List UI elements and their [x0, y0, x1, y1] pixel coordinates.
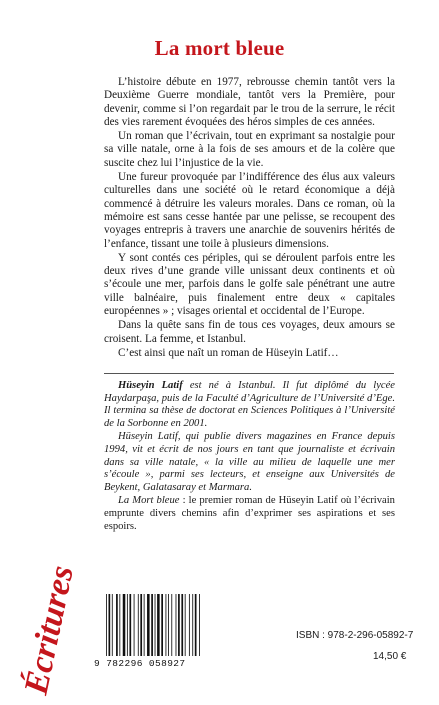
publisher-collection-logo: [2, 470, 81, 700]
ecritures-logo-graphic: [2, 470, 81, 700]
synopsis-paragraph: Un roman que l’écrivain, tout en exprimant sa nostalgie pour sa ville natale, orne à la fois de ses amours et de la colère que suscite chez lui l’injustice de la vie.: [104, 130, 395, 169]
barcode: [94, 594, 210, 672]
book-title-ref: La Mort bleue: [118, 495, 180, 507]
bio-paragraph-2: Hüseyin Latif, qui publie divers magazines en France depuis 1994, vit et écrit de nos jours en tant que journaliste et écrivain dans sa ville natale, « la ville au milieu de laquelle une mer s’écoule », parmi ses lecteurs, et enseigne aux Universités de Beykent, Galatasaray et Marmara.: [104, 431, 395, 493]
synopsis-paragraph: Dans la quête sans fin de tous ces voyages, deux amours se croisent. La femme, et Istanbul.: [104, 319, 395, 345]
price-label: 14,50 €: [373, 651, 407, 662]
synopsis-paragraph: Y sont contés ces périples, qui se déroulent parfois entre les deux rives d’une grande ville unissant deux continents et où s’écoule une mer, parfois dans le golfe sale pénétrant une autre ville balnéaire, puis finalement entre deux « capitales européennes » ; visages oriental et occidental de l’Europe.: [104, 251, 395, 318]
back-cover-synopsis: [104, 76, 395, 361]
bio-text: : le premier roman de Hüseyin Latif où l’écrivain emprunte divers chemins afin d’exprimer ses aspirations et ses espoirs.: [104, 495, 395, 532]
barcode-digits: 9 782296 058927: [94, 658, 186, 669]
book-title: La mort bleue: [154, 36, 285, 60]
logo-lettering: Écritures: [17, 562, 81, 698]
synopsis-paragraph: C’est ainsi que naît un roman de Hüseyin Latif…: [118, 346, 339, 359]
synopsis-paragraph: L’histoire débute en 1977, rebrousse chemin tantôt vers la Deuxième Guerre mondiale, tantôt vers la Première, pour devenir, comme si l’on regardait par le trou de la serrure, le récit des vies rarement évoquées des héros simples de ces années.: [104, 76, 395, 128]
barcode-bars: [100, 594, 210, 658]
author-name: Hüseyin Latif: [118, 380, 183, 391]
author-biography: [104, 380, 395, 534]
synopsis-paragraph: Une fureur provoquée par l’indifférence des élus aux valeurs culturelles dans une société où le retard économique a déjà commencé à détruire les valeurs morales. Dans ce roman, où la mémoire est sans cesse hantée par une pelisse, se recoupent des voyages entrepris à travers une anarchie de souvenirs hérités de l’enfance, tissant une toile à plusieurs dimensions.: [104, 171, 395, 250]
section-divider: [104, 373, 394, 374]
bio-text: est né à Istanbul. Il fut diplômé du lycée Haydarpaşa, puis de la Faculté d’Agriculture de l’Université d’Ege. Il termina sa thèse de doctorat en Sciences Politiques à l’Université de la Sorbonne en 2001.: [104, 380, 396, 429]
bio-paragraph-3: [104, 495, 395, 533]
bio-paragraph-1: [104, 380, 395, 430]
isbn-label: ISBN : 978-2-296-05892-7: [296, 630, 414, 641]
